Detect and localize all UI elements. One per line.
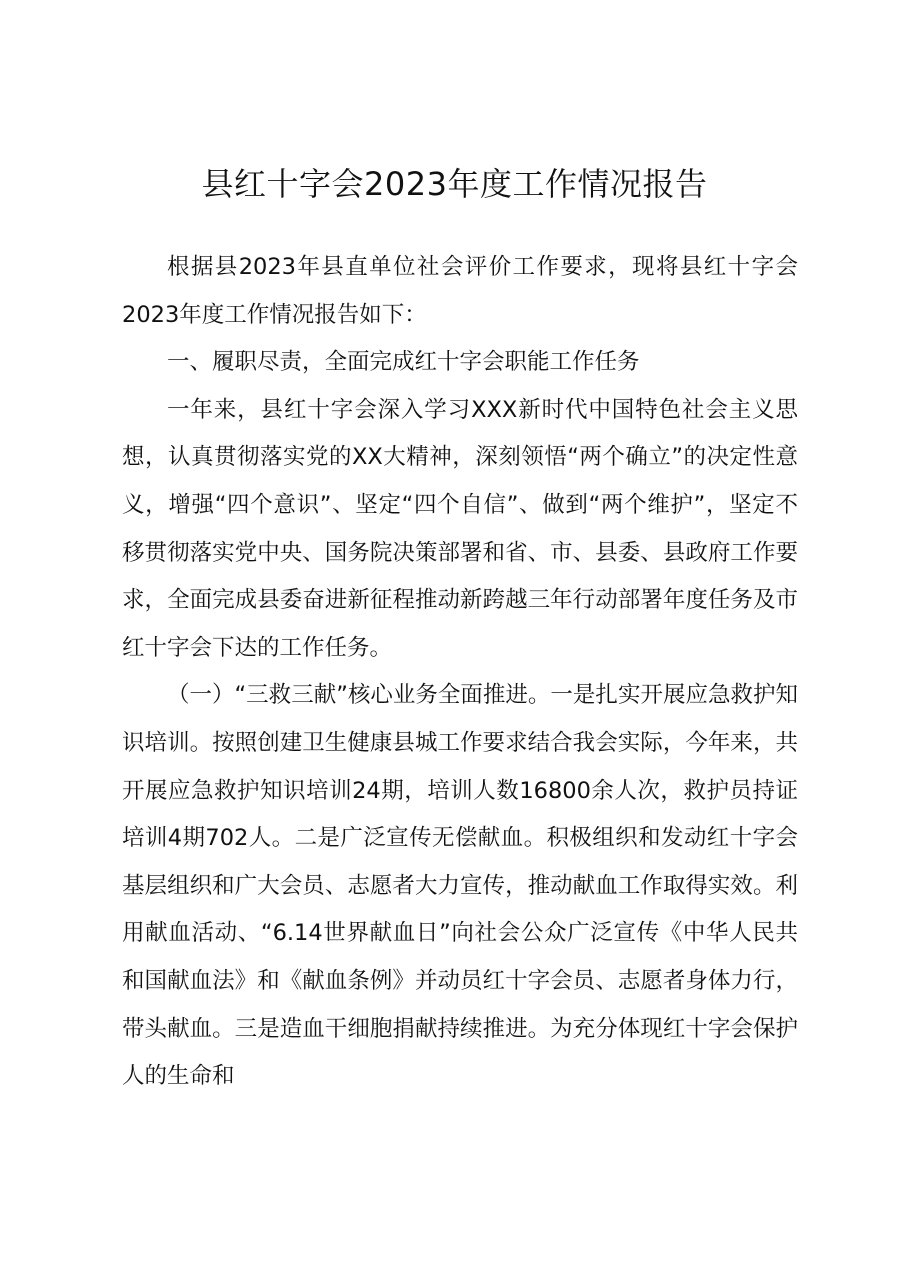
document-body (122, 244, 798, 1101)
document-title: 县红十字会2023年度工作情况报告 (201, 165, 708, 203)
section-heading-1: 一、履职尽责，全面完成红十字会职能工作任务 (167, 349, 640, 376)
paragraph-overview: 一年来，县红十字会深入学习XXX新时代中国特色社会主义思想，认真贯彻落实党的XX大精神，深刻领悟“两个确立”的决定性意义，增强“四个意识”、坚定“四个自信”、做到“两个维护”，坚定不移贯彻落实党中央、国务院决策部署和省、市、县委、县政府工作要求，全面完成县委奋进新征程推动新跨越三年行动部署年度任务及市红十字会下达的工作任务。 (122, 396, 798, 661)
paragraph-core-business: （一）“三救三献”核心业务全面推进。一是扎实开展应急救护知识培训。按照创建卫生健康县城工作要求结合我会实际，今年来，共开展应急救护知识培训24期，培训人数16800余人次，救护员持证培训4期702人。二是广泛宣传无偿献血。积极组织和发动红十字会基层组织和广大会员、志愿者大力宣传，推动献血工作取得实效。利用献血活动、“6.14世界献血日”向社会公众广泛宣传《中华人民共和国献血法》和《献血条例》并动员红十字会员、志愿者身体力行，带头献血。三是造血干细胞捐献持续推进。为充分体现红十字会保护人的生命和 (122, 682, 798, 1090)
paragraph-intro: 根据县2023年县直单位社会评价工作要求，现将县红十字会2023年度工作情况报告如下： (122, 254, 798, 328)
